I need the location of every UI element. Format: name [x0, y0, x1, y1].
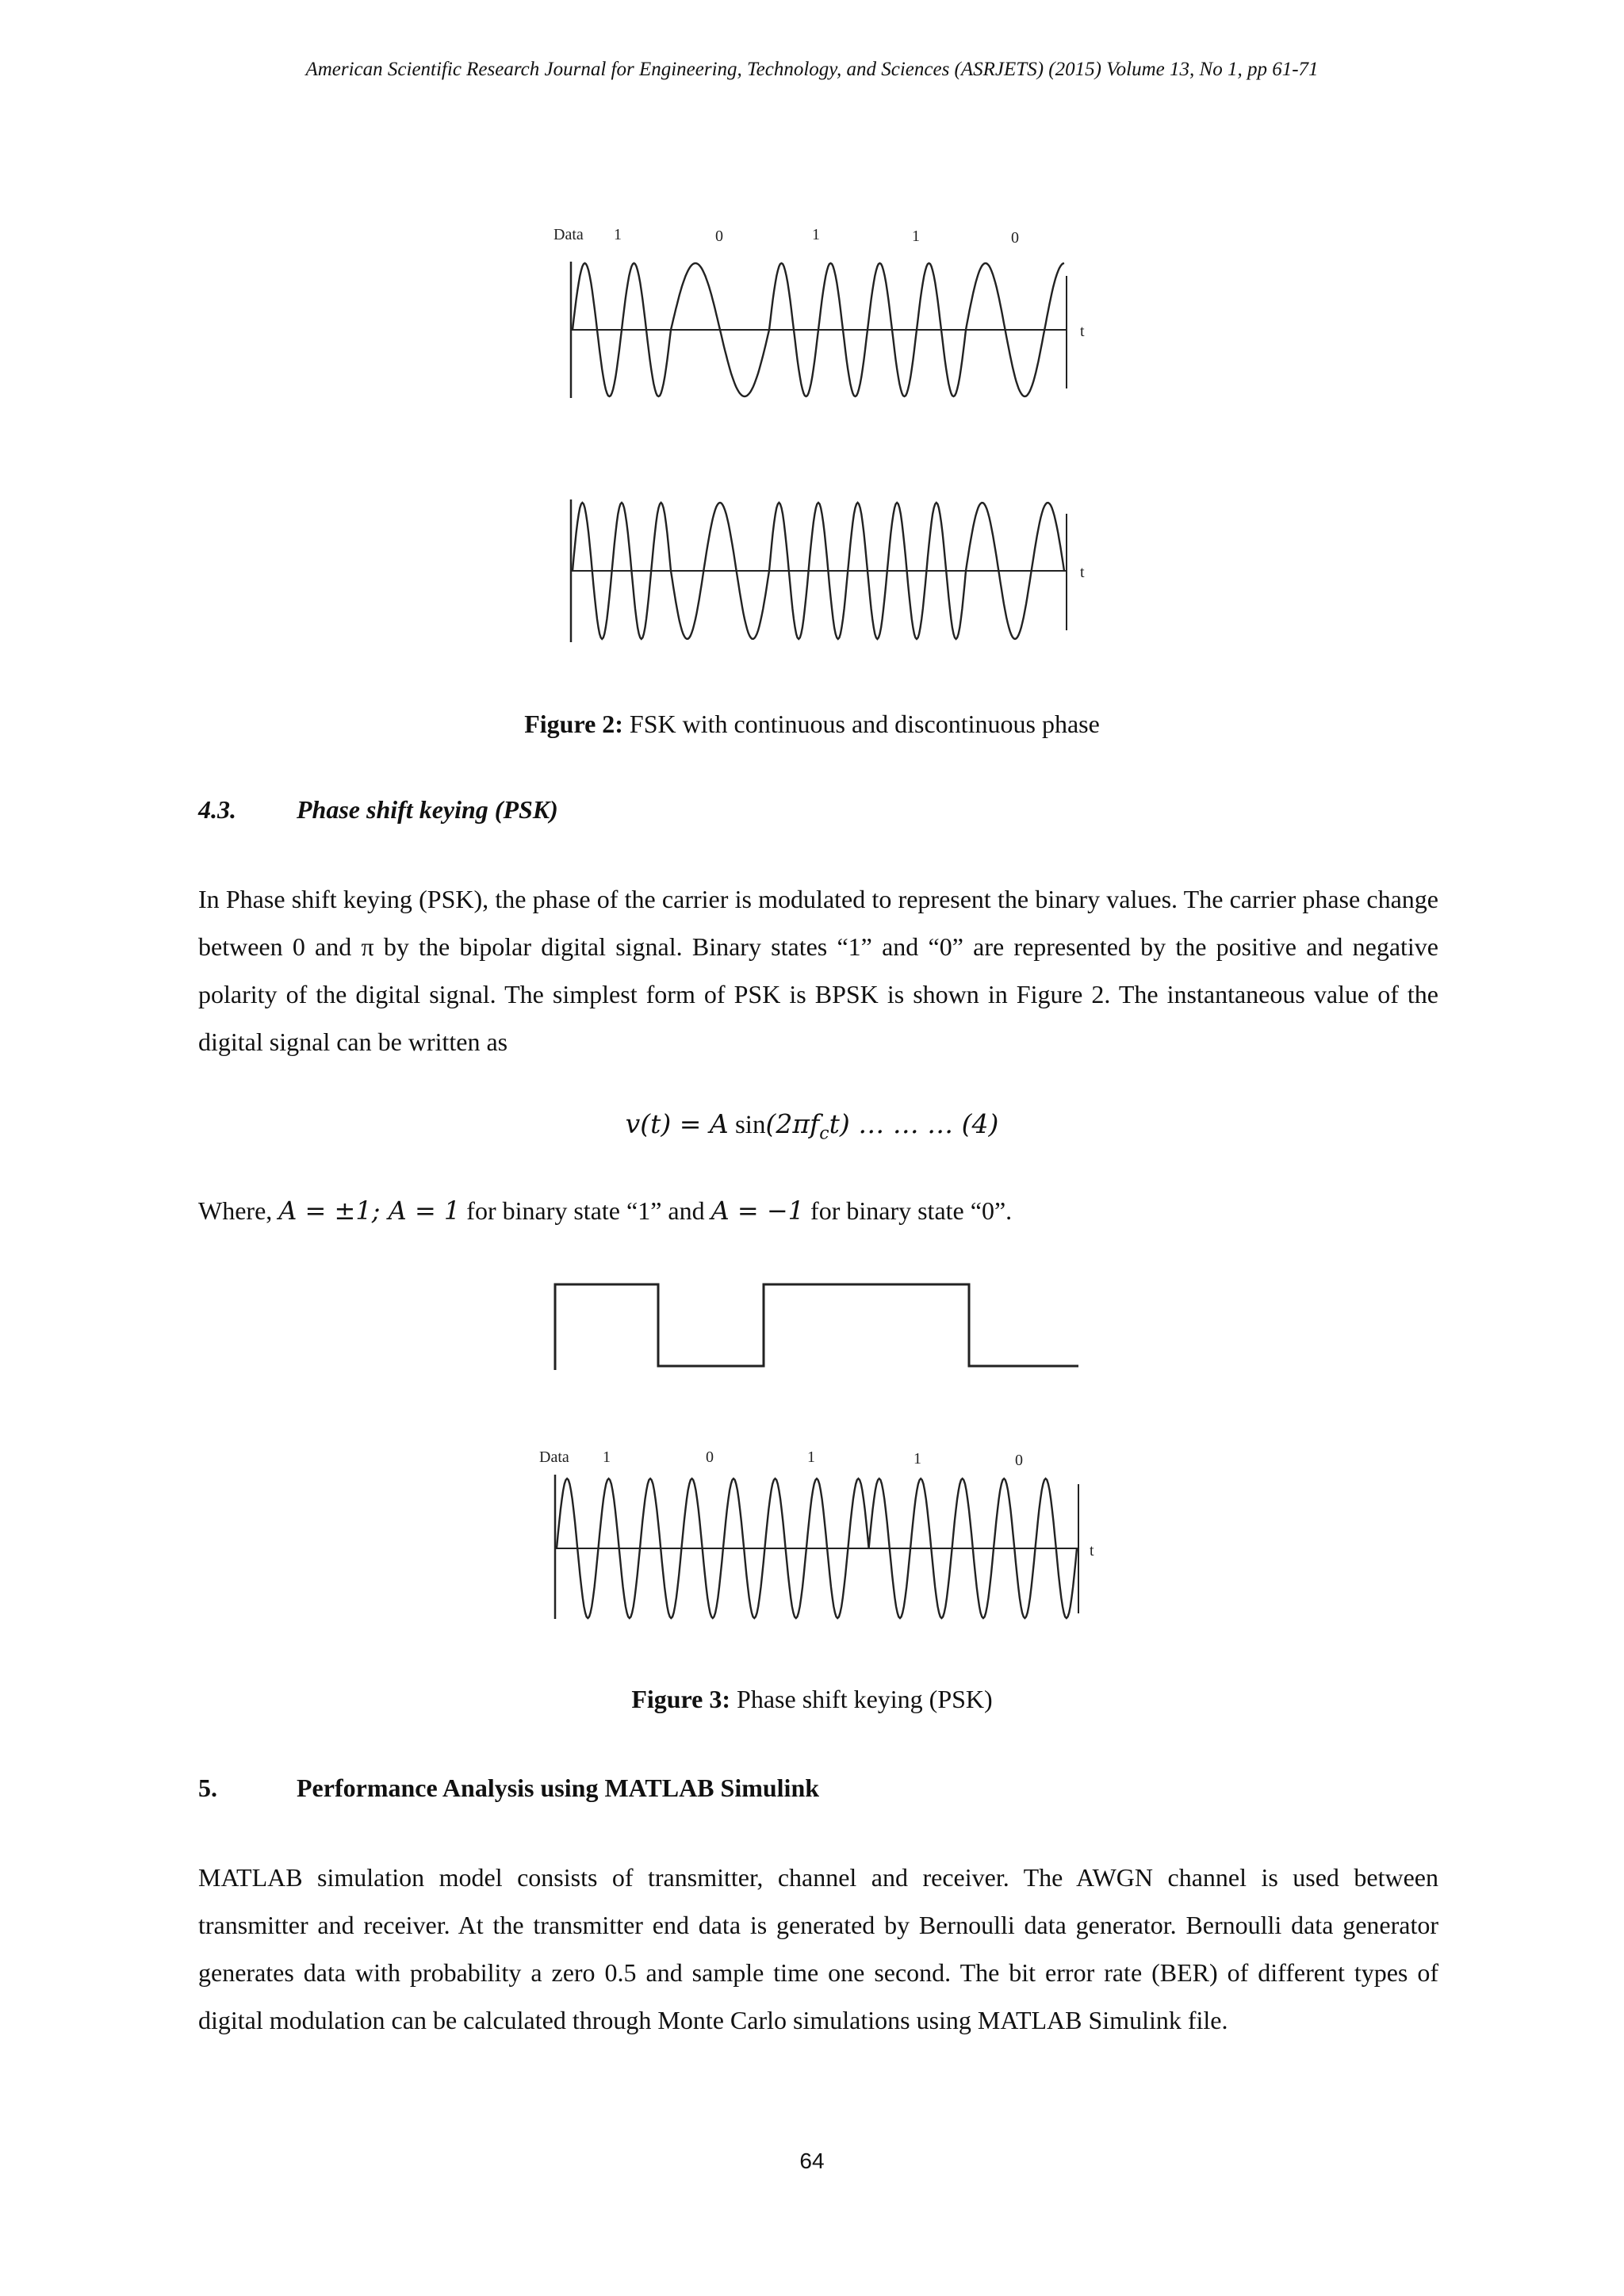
- fsk1-t-label: t: [1080, 323, 1085, 340]
- figure-3-psk: [539, 1276, 1110, 1633]
- where-math-2: A = −1: [710, 1196, 805, 1226]
- where-text-1: for binary state “1” and: [460, 1196, 711, 1225]
- fsk-bit-label: 0: [1011, 229, 1019, 247]
- psk-data-label: Data: [539, 1448, 569, 1466]
- figure-3-caption-label: Figure 3:: [631, 1685, 731, 1713]
- psk-bit-label: 0: [1015, 1452, 1023, 1469]
- psk-bit-label: 1: [807, 1448, 815, 1466]
- section-5-heading: [198, 1774, 819, 1803]
- psk-bit-label: 0: [706, 1448, 714, 1466]
- psk-bit-label: 1: [914, 1450, 921, 1468]
- section-number: 4.3.: [198, 795, 236, 824]
- fsk-bit-label: 1: [912, 228, 920, 245]
- equation-arg: (2πf: [765, 1108, 820, 1139]
- section-title: Performance Analysis using MATLAB Simulink: [297, 1774, 820, 1802]
- equation-func: sin: [728, 1111, 766, 1139]
- fsk-bit-label: 0: [715, 228, 723, 245]
- psk-digital-signal: [555, 1284, 1078, 1370]
- running-header: American Scientific Research Journal for Engineering, Technology, and Sciences (ASRJETS) (2015) Volume 13, No 1, pp 61-71: [305, 59, 1319, 80]
- equation-lhs: v(t) = A: [625, 1108, 729, 1139]
- figure-2-caption: [0, 710, 1624, 739]
- where-text-2: for binary state “0”.: [804, 1196, 1013, 1225]
- where-line: [198, 1196, 1012, 1226]
- matlab-paragraph: MATLAB simulation model consists of transmitter, channel and receiver. The AWGN channel is used between transmitter and receiver. At the transmitter end data is generated by Bernoulli data generator. Bernoulli data generator generates data with probability a zero 0.5 and sample time one second. The bit error rate (BER) of different types of digital modulation can be calculated through Monte Carlo simulations using MATLAB Simulink file.: [198, 1863, 1438, 2034]
- figure-2-fsk: [547, 222, 1102, 650]
- figure-2-caption-label: Figure 2:: [524, 710, 623, 738]
- psk-paragraph: In Phase shift keying (PSK), the phase of the carrier is modulated to represent the binary values. The carrier phase change between 0 and π by the bipolar digital signal. Binary states “1” and “0” are represented by the positive and negative polarity of the digital signal. The simplest form of PSK is BPSK is shown in Figure 2. The instantaneous value of the digital signal can be written as: [198, 885, 1438, 1056]
- where-lead: Where,: [198, 1196, 279, 1225]
- fsk-bit-label: 1: [614, 226, 622, 243]
- psk-t-label: t: [1090, 1542, 1094, 1559]
- section-number: 5.: [198, 1774, 217, 1802]
- equation-rest: t) … … … (4): [829, 1108, 999, 1139]
- figure-3-caption-text: Phase shift keying (PSK): [730, 1685, 993, 1713]
- figure-2-caption-text: FSK with continuous and discontinuous phase: [622, 710, 1100, 738]
- fsk-data-label: Data: [553, 226, 584, 243]
- figure-3-caption: [0, 1685, 1624, 1714]
- fsk-bit-label: 1: [812, 226, 820, 243]
- fsk2-t-label: t: [1080, 564, 1085, 581]
- equation-subscript: c: [819, 1123, 829, 1144]
- section-title: Phase shift keying (PSK): [297, 795, 558, 824]
- psk-bit-label: 1: [603, 1448, 611, 1466]
- section-4-3-heading: [198, 795, 558, 825]
- page-number: 64: [799, 2149, 825, 2173]
- where-math-1: A = ±1; A = 1: [278, 1196, 461, 1226]
- equation-4: [0, 1108, 1624, 1144]
